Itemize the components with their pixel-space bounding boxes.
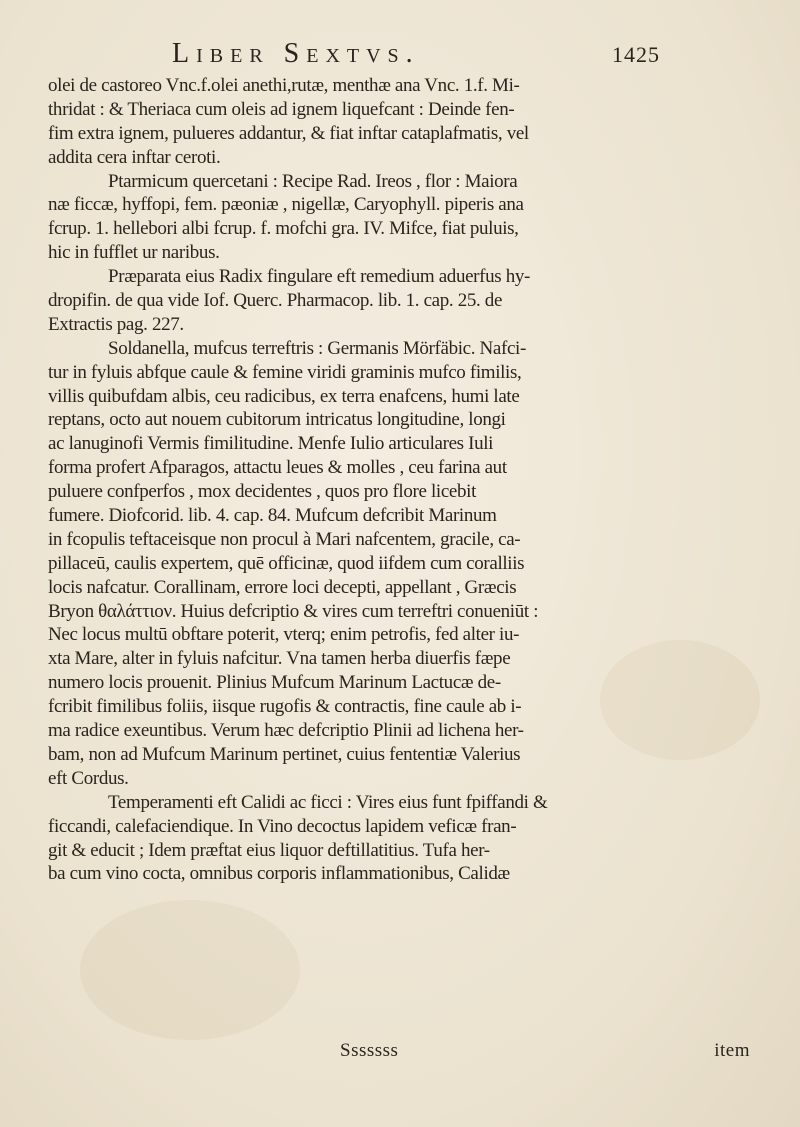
signature-mark: Sssssss — [340, 1040, 399, 1061]
catchword-line — [340, 1040, 750, 1062]
text-line: Soldanella, mufcus terreftris : Germanis Mörfäbic. Nafci- — [108, 337, 526, 359]
text-line: fim extra ignem, pulueres addantur, & fiat inftar cataplafmatis, vel — [48, 122, 529, 144]
text-line: tur in fyluis abfque caule & femine viridi graminis mufco fimilis, — [48, 361, 522, 383]
text-line: puluere confperfos , mox decidentes , quos pro flore licebit — [48, 481, 476, 503]
text-line: reptans, octo aut nouem cubitorum intricatus longitudine, longi — [48, 409, 506, 431]
body-text — [48, 74, 751, 886]
text-line: xta Mare, alter in fyluis nafcitur. Vna tamen herba diuerfis fæpe — [48, 648, 511, 670]
text-line: forma profert Afparagos, attactu leues & molles , ceu farina aut — [48, 457, 507, 479]
text-line: ac lanuginofi Vermis fimilitudine. Menfe Iulio articulares Iuli — [48, 433, 494, 455]
text-line: olei de castoreo Vnc.f.olei anethi,rutæ, menthæ ana Vnc. 1.f. Mi- — [48, 75, 520, 96]
text-line: fcrup. 1. hellebori albi fcrup. f. mofchi gra. IV. Mifce, fiat puluis, — [48, 218, 519, 240]
text-line: Extractis pag. 227. — [48, 313, 184, 335]
text-line: hic in fufflet ur naribus. — [48, 242, 220, 264]
text-line: ma radice exeuntibus. Verum hæc defcriptio Plinii ad lichena her- — [48, 720, 524, 742]
text-line: Ptarmicum quercetani : Recipe Rad. Ireos , flor : Maiora — [108, 170, 518, 192]
text-line: Bryon θαλάττιον. Huius defcriptio & vires cum terreftri conueniūt : — [48, 600, 539, 622]
catchword: item — [714, 1040, 750, 1061]
text-line: ficcandi, calefaciendique. In Vino decoctus lapidem veficæ fran- — [48, 815, 517, 837]
page-header — [172, 38, 660, 72]
text-line: thridat : & Theriaca cum oleis ad ignem liquefcant : Deinde fen- — [48, 98, 515, 120]
text-line: Præparata eius Radix fingulare eft remedium aduerfus hy- — [108, 266, 531, 288]
text-line: eft Cordus. — [48, 767, 129, 789]
text-line: dropifin. de qua vide Iof. Querc. Pharmacop. lib. 1. cap. 25. de — [48, 290, 503, 312]
text-line: locis nafcatur. Corallinam, errore loci decepti, appellant , Græcis — [48, 576, 517, 598]
text-line: in fcopulis teftaceisque non procul à Mari nafcentem, gracile, ca- — [48, 528, 521, 550]
text-line: Temperamenti eft Calidi ac ficci : Vires eius funt fpiffandi & — [108, 791, 548, 813]
text-line: pillaceū, caulis expertem, quē officinæ, quod iifdem cum coralliis — [48, 552, 525, 574]
text-line: git & educit ; Idem præftat eius liquor deftillatitius. Tufa her- — [48, 839, 490, 861]
text-line: fumere. Diofcorid. lib. 4. cap. 84. Mufcum defcribit Marinum — [48, 505, 497, 527]
text-line: ba cum vino cocta, omnibus corporis inflammationibus, Calidæ — [48, 863, 510, 885]
text-line: addita cera inftar ceroti. — [48, 146, 221, 168]
paper-stain — [80, 900, 300, 1040]
text-line: Nec locus multū obftare poterit, vterq; enim petrofis, fed alter iu- — [48, 624, 520, 646]
text-line: fcribit fimilibus foliis, iisque rugofis & contractis, fine caule ab i- — [48, 696, 522, 718]
text-line: villis quibufdam albis, ceu radicibus, ex terra enafcens, humi late — [48, 385, 520, 407]
text-line: numero locis prouenit. Plinius Mufcum Marinum Lactucæ de- — [48, 672, 501, 694]
page-number: 1425 — [612, 42, 660, 67]
text-line: næ ficcæ, hyffopi, fem. pæoniæ , nigellæ, Caryophyll. piperis ana — [48, 194, 524, 216]
text-line: bam, non ad Mufcum Marinum pertinet, cuius fententiæ Valerius — [48, 743, 521, 765]
running-head: Liber Sextvs. — [172, 38, 420, 69]
